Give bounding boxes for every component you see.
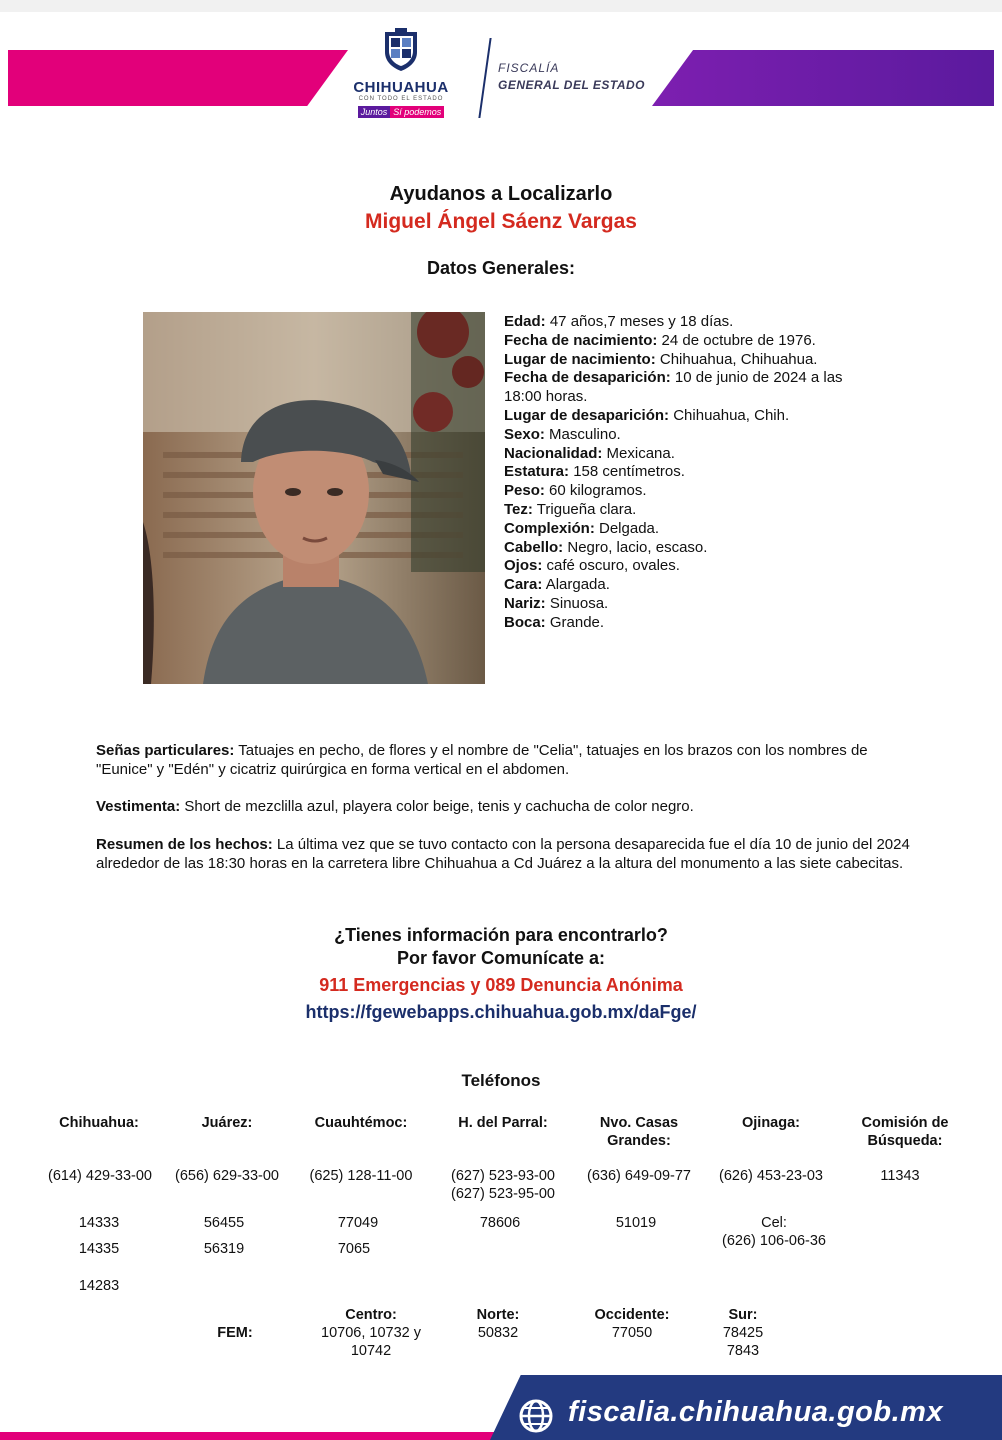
phones-col-casas-grandes — [574, 1114, 704, 1150]
footer-website-link[interactable]: fiscalia.chihuahua.gob.mx — [568, 1396, 944, 1428]
attr-peso: Peso: 60 kilogramos. — [504, 482, 647, 500]
purple-header-band — [652, 50, 994, 106]
vestimenta: Vestimenta: Short de mezclilla azul, playera color beige, tenis y cachucha de color negro. — [96, 798, 694, 815]
attr-complexion: Complexión: Delgada. — [504, 519, 660, 537]
attr-fecha-desaparicion: Fecha de desaparición: 10 de junio de 2024 a las 18:00 horas. — [504, 369, 843, 406]
phone-parral-1: (627) 523-93-00 — [451, 1168, 555, 1184]
header-juarez: Juárez: — [201, 1115, 253, 1131]
attr-cabello: Cabello: Negro, lacio, escaso. — [504, 538, 708, 556]
emergency-numbers: 911 Emergencias y 089 Denuncia Anónima — [319, 975, 683, 995]
slogan-si-podemos: Sí podemos — [390, 106, 444, 118]
header-comision-1: Comisión de — [861, 1115, 949, 1131]
cel-label-ojinaga: Cel: — [761, 1215, 787, 1231]
fem-norte-value: 50832 — [477, 1325, 519, 1341]
attr-tez: Tez: Trigueña clara. — [504, 500, 637, 518]
person-name: Miguel Ángel Sáenz Vargas — [365, 210, 637, 233]
phones-col-parral — [440, 1114, 566, 1132]
chihuahua-state-logo — [345, 28, 457, 128]
ext-juarez-2: 56319 — [203, 1241, 245, 1257]
general-data-list — [504, 313, 884, 633]
attr-estatura: Estatura: 158 centímetros. — [504, 463, 685, 481]
phones-col-comision — [848, 1114, 962, 1150]
fem-centro-2: 10742 — [350, 1343, 392, 1359]
header-casas-1: Nvo. Casas — [599, 1115, 679, 1131]
footer-magenta-strip — [0, 1432, 500, 1440]
attr-fecha-nacimiento: Fecha de nacimiento: 24 de octubre de 1976. — [504, 331, 816, 349]
attr-cara: Cara: Alargada. — [504, 576, 610, 594]
fem-centro — [300, 1306, 442, 1360]
attr-sexo: Sexo: Masculino. — [504, 425, 621, 443]
attr-lugar-desaparicion: Lugar de desaparición: Chihuahua, Chih. — [504, 406, 790, 424]
phones-col-cuauhtemoc — [298, 1114, 424, 1132]
ext-parral: 78606 — [479, 1215, 521, 1231]
phone-parral-2: (627) 523-95-00 — [451, 1186, 555, 1202]
fem-sur-1: 78425 — [722, 1325, 764, 1341]
globe-icon — [518, 1398, 554, 1434]
fem-occidente-label: Occidente: — [594, 1307, 670, 1323]
fem-norte — [456, 1306, 540, 1342]
ext-chihuahua-2: 14335 — [78, 1241, 120, 1257]
section-title: Datos Generales: — [426, 258, 576, 278]
attr-ojos: Ojos: café oscuro, ovales. — [504, 557, 680, 575]
page-heading: Ayudanos a Localizarlo — [389, 183, 613, 205]
phone-cuauhtemoc: (625) 128-11-00 — [309, 1168, 413, 1184]
phone-casas-grandes: (636) 649-09-77 — [587, 1168, 691, 1184]
header-cuauhtemoc: Cuauhtémoc: — [314, 1115, 408, 1131]
phone-juarez: (656) 629-33-00 — [175, 1168, 279, 1184]
fem-occidente-value: 77050 — [611, 1325, 653, 1341]
fem-sur-label: Sur: — [728, 1307, 758, 1323]
cel-ojinaga: (626) 106-06-36 — [722, 1233, 826, 1249]
fem-centro-1: 10706, 10732 y — [321, 1325, 421, 1341]
phone-chihuahua: (614) 429-33-00 — [48, 1168, 152, 1184]
fem-occidente — [580, 1306, 684, 1342]
phone-ojinaga: (626) 453-23-03 — [719, 1168, 823, 1184]
report-url-link[interactable]: https://fgewebapps.chihuahua.gob.mx/daFge/ — [305, 1002, 697, 1022]
ext-chihuahua-1: 14333 — [78, 1215, 120, 1231]
header-divider — [478, 38, 491, 118]
fem-centro-label: Centro: — [345, 1307, 397, 1323]
fem-sur — [706, 1306, 780, 1360]
state-slogan — [358, 106, 445, 118]
magenta-header-band — [8, 50, 348, 106]
fem-label: FEM: — [217, 1325, 253, 1341]
photo-illustration — [143, 312, 485, 684]
person-photo — [143, 312, 485, 684]
phone-comision: 11343 — [880, 1168, 920, 1184]
contact-please: Por favor Comunícate a: — [396, 948, 606, 968]
attr-boca: Boca: Grande. — [504, 613, 605, 631]
phones-col-juarez — [166, 1114, 288, 1132]
header-ojinaga: Ojinaga: — [741, 1115, 800, 1131]
ext-cuauhtemoc-1: 77049 — [337, 1215, 379, 1231]
header-parral: H. del Parral: — [458, 1115, 548, 1131]
ext-juarez-1: 56455 — [203, 1215, 245, 1231]
header-chihuahua: Chihuahua: — [59, 1115, 139, 1131]
state-subtitle: CON TODO EL ESTADO — [358, 96, 444, 102]
top-strip — [0, 0, 1002, 12]
agency-line-1: FISCALÍA — [498, 61, 560, 75]
fem-sur-2: 7843 — [726, 1343, 760, 1359]
header-casas-2: Grandes: — [607, 1133, 671, 1149]
senas-particulares: Señas particulares: Tatuajes en pecho, de flores y el nombre de "Celia", tatuajes en los brazos con los nombres de "Eunice" y "Edén" y cicatriz quirúrgica en forma vertical en el abdomen. — [96, 742, 868, 778]
ext-casas-grandes: 51019 — [615, 1215, 657, 1231]
fem-norte-label: Norte: — [476, 1307, 520, 1323]
contact-question: ¿Tienes información para encontrarlo? — [334, 925, 668, 945]
slogan-juntos: Juntos — [358, 106, 391, 118]
agency-name — [498, 60, 645, 94]
ext-chihuahua-3: 14283 — [78, 1278, 120, 1294]
attr-nacionalidad: Nacionalidad: Mexicana. — [504, 444, 675, 462]
phones-title: Teléfonos — [461, 1071, 541, 1090]
attr-lugar-nacimiento: Lugar de nacimiento: Chihuahua, Chihuahua. — [504, 350, 818, 368]
ext-cuauhtemoc-2: 7065 — [337, 1241, 371, 1257]
state-name: CHIHUAHUA — [353, 79, 449, 96]
resumen-hechos: Resumen de los hechos: La última vez que se tuvo contacto con la persona desaparecida fue el día 10 de junio del 2024 alrededor de las 18:30 horas en la carretera libre Chihuahua a Cd Juárez a la altura del monumento a las siete cabecitas. — [96, 836, 910, 872]
attr-edad: Edad: 47 años,7 meses y 18 días. — [504, 313, 734, 330]
phones-col-ojinaga — [706, 1114, 836, 1132]
attr-nariz: Nariz: Sinuosa. — [504, 594, 609, 612]
header-comision-2: Búsqueda: — [867, 1133, 943, 1149]
coat-of-arms-icon — [381, 28, 421, 72]
agency-line-2: GENERAL DEL ESTADO — [498, 78, 646, 92]
phones-col-chihuahua — [38, 1114, 160, 1132]
